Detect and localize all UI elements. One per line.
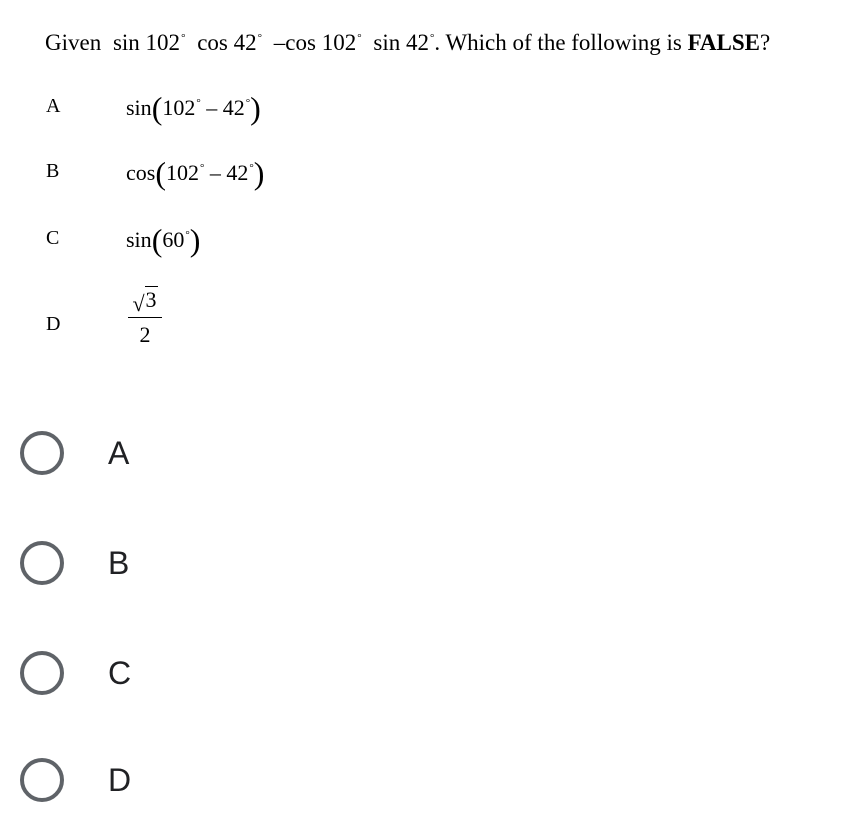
option-letter-c: C <box>46 227 60 249</box>
degree-sign: ° <box>245 97 251 109</box>
choice-c[interactable] <box>20 645 320 701</box>
question-block <box>0 0 850 370</box>
angle-value: 60 <box>162 227 185 252</box>
degree-sign: ° <box>196 97 201 109</box>
fn-name: sin <box>126 95 152 120</box>
degree-sign: ° <box>429 32 435 44</box>
option-letter-b: B <box>46 160 60 182</box>
question-tail: . Which of the following is <box>434 30 682 55</box>
emphasis-false: FALSE <box>687 30 760 55</box>
fraction-numerator <box>128 285 162 315</box>
minus-sign: – <box>209 160 221 185</box>
sqrt-symbol: √ 3 <box>132 287 157 316</box>
option-letter-d: D <box>46 313 61 335</box>
radio-button-a[interactable] <box>20 431 64 475</box>
term-cos102: cos 102 <box>285 30 357 55</box>
choice-label-d: D <box>108 762 132 798</box>
given-text: Given <box>45 30 102 55</box>
choice-b[interactable] <box>20 535 320 591</box>
degree-sign: ° <box>357 32 362 44</box>
fn-name: sin <box>126 227 152 252</box>
radio-button-d[interactable] <box>20 758 64 802</box>
question-stem <box>45 30 770 56</box>
degree-sign: ° <box>185 229 190 241</box>
left-paren: ( <box>151 90 163 126</box>
degree-sign: ° <box>199 162 205 174</box>
radio-button-b[interactable] <box>20 541 64 585</box>
left-paren: ( <box>151 222 163 258</box>
choice-label-a: A <box>108 435 130 471</box>
left-paren: ( <box>155 155 166 191</box>
degree-sign: ° <box>257 32 263 44</box>
radio-button-c[interactable] <box>20 651 64 695</box>
term-cos42: cos 42 <box>197 30 257 55</box>
term-sin42: sin 42 <box>373 30 429 55</box>
angle-value: 42 <box>222 95 245 120</box>
option-letter-a: A <box>46 95 61 117</box>
minus-sign: – <box>273 30 286 55</box>
minus-sign: – <box>206 95 218 120</box>
choice-label-b: B <box>108 545 130 581</box>
fraction-denominator: 2 <box>139 322 151 347</box>
option-expression-d <box>128 285 162 348</box>
degree-sign: ° <box>181 32 186 44</box>
choice-a[interactable] <box>20 425 320 481</box>
angle-value: 102 <box>165 160 199 185</box>
option-expression-a <box>126 90 261 127</box>
degree-sign: ° <box>249 162 254 174</box>
choice-label-c: C <box>108 655 132 691</box>
angle-value: 42 <box>226 160 249 185</box>
term-sin102: sin 102 <box>112 30 181 55</box>
question-mark: ? <box>760 30 771 55</box>
right-paren: ) <box>189 222 201 258</box>
option-expression-c <box>126 222 200 259</box>
option-expression-b <box>126 155 264 192</box>
choice-d[interactable] <box>20 752 320 808</box>
radicand: 3 <box>145 287 157 312</box>
right-paren: ) <box>253 155 265 191</box>
fn-name: cos <box>126 160 156 185</box>
angle-value: 102 <box>162 95 196 120</box>
right-paren: ) <box>250 90 261 126</box>
